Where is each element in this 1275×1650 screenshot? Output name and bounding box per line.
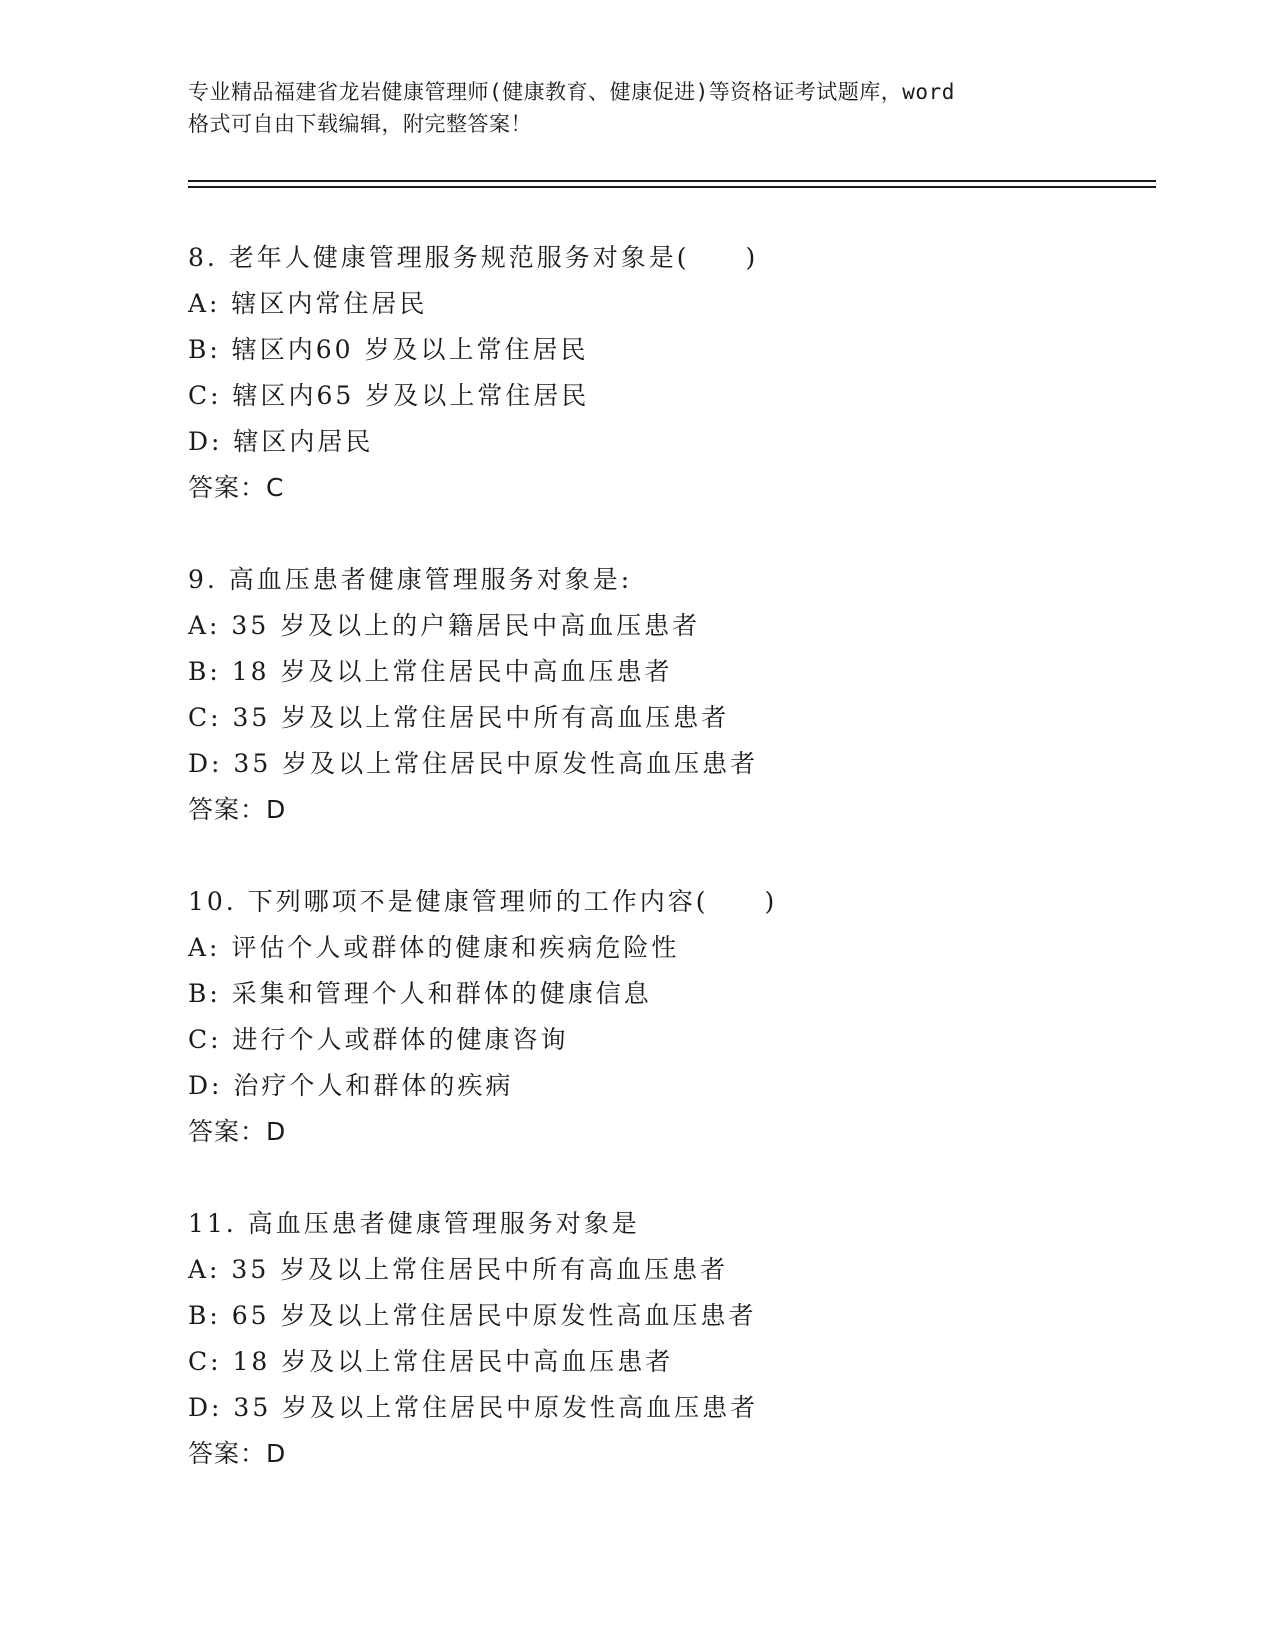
header-divider-top	[188, 180, 1156, 182]
option-a: A: 35 岁及以上的户籍居民中高血压患者	[188, 611, 701, 640]
question-9	[188, 557, 1156, 833]
answer: 答案：C	[188, 473, 285, 502]
question-stem: 10. 下列哪项不是健康管理师的工作内容( )	[188, 887, 778, 916]
option-a: A: 评估个人或群体的健康和疾病危险性	[188, 933, 680, 962]
question-11	[188, 1201, 1156, 1477]
answer: 答案：D	[188, 795, 287, 824]
option-d: D: 辖区内居民	[188, 427, 374, 456]
question-8	[188, 235, 1156, 511]
option-d: D: 35 岁及以上常住居民中原发性高血压患者	[188, 749, 759, 778]
option-b: B: 辖区内60 岁及以上常住居民	[188, 335, 589, 364]
option-b: B: 采集和管理个人和群体的健康信息	[188, 979, 652, 1008]
option-c: C: 18 岁及以上常住居民中高血压患者	[188, 1347, 674, 1376]
answer: 答案：D	[188, 1439, 287, 1468]
header-line-2: 格式可自由下载编辑，附完整答案！	[188, 112, 532, 136]
option-b: B: 65 岁及以上常住居民中原发性高血压患者	[188, 1301, 757, 1330]
option-a: A: 35 岁及以上常住居民中所有高血压患者	[188, 1255, 729, 1284]
question-10	[188, 879, 1156, 1155]
question-stem: 11. 高血压患者健康管理服务对象是	[188, 1209, 640, 1238]
question-stem: 8. 老年人健康管理服务规范服务对象是( )	[188, 243, 759, 272]
option-a: A: 辖区内常住居民	[188, 289, 428, 318]
question-list	[188, 235, 1156, 1523]
option-d: D: 治疗个人和群体的疾病	[188, 1071, 514, 1100]
option-c: C: 辖区内65 岁及以上常住居民	[188, 381, 590, 410]
option-c: C: 35 岁及以上常住居民中所有高血压患者	[188, 703, 730, 732]
option-d: D: 35 岁及以上常住居民中原发性高血压患者	[188, 1393, 759, 1422]
header-divider-bottom	[188, 186, 1156, 188]
header-line-1: 专业精品福建省龙岩健康管理师(健康教育、健康促进)等资格证考试题库，word	[188, 80, 955, 104]
answer: 答案：D	[188, 1117, 287, 1146]
question-stem: 9. 高血压患者健康管理服务对象是:	[188, 565, 633, 594]
option-c: C: 进行个人或群体的健康咨询	[188, 1025, 569, 1054]
option-b: B: 18 岁及以上常住居民中高血压患者	[188, 657, 673, 686]
document-header	[188, 76, 1088, 140]
